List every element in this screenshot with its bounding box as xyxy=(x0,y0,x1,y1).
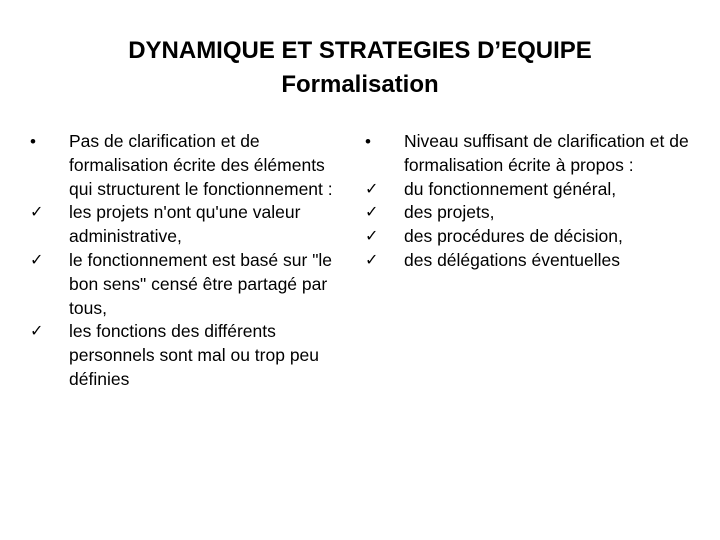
right-item-text: des projets, xyxy=(404,202,495,223)
left-bullet-item xyxy=(30,130,350,201)
slide-subtitle: Formalisation xyxy=(281,71,439,98)
left-item-text: les fonctions des différents personnels sont mal ou trop peu définies xyxy=(69,321,320,389)
checkmark-icon: ✓ xyxy=(365,251,379,269)
right-check-item xyxy=(365,178,695,202)
checkmark-icon: ✓ xyxy=(365,180,379,198)
left-check-item xyxy=(30,201,350,249)
slide-title xyxy=(0,34,720,102)
right-bullet-item xyxy=(365,130,695,178)
bullet-icon: • xyxy=(30,132,36,151)
right-check-item xyxy=(365,201,695,225)
left-check-item xyxy=(30,320,350,391)
right-check-item xyxy=(365,249,695,273)
right-item-text: des procédures de décision, xyxy=(404,226,623,247)
right-item-text: Niveau suffisant de clarification et de formalisation écrite à propos : xyxy=(404,131,689,175)
checkmark-icon: ✓ xyxy=(30,204,44,222)
checkmark-icon: ✓ xyxy=(365,204,379,222)
checkmark-icon: ✓ xyxy=(30,251,44,269)
right-column-list xyxy=(365,130,695,273)
left-item-text: Pas de clarification et de formalisation écrite des éléments qui structurent le fonctionnement : xyxy=(69,131,333,199)
left-check-item xyxy=(30,249,350,320)
checkmark-icon: ✓ xyxy=(30,323,44,341)
left-item-text: le fonctionnement est basé sur "le bon sens" censé être partagé par tous, xyxy=(69,249,333,318)
right-item-text: des délégations éventuelles xyxy=(404,249,620,270)
right-item-text: du fonctionnement général, xyxy=(404,178,617,199)
slide-title-line-1: DYNAMIQUE ET STRATEGIES D’EQUIPE xyxy=(128,37,592,64)
left-item-text: les projets n'ont qu'une valeur administrative, xyxy=(69,202,301,247)
checkmark-icon: ✓ xyxy=(365,228,379,246)
bullet-icon: • xyxy=(365,132,371,151)
right-check-item xyxy=(365,225,695,249)
left-column-list xyxy=(30,130,350,392)
